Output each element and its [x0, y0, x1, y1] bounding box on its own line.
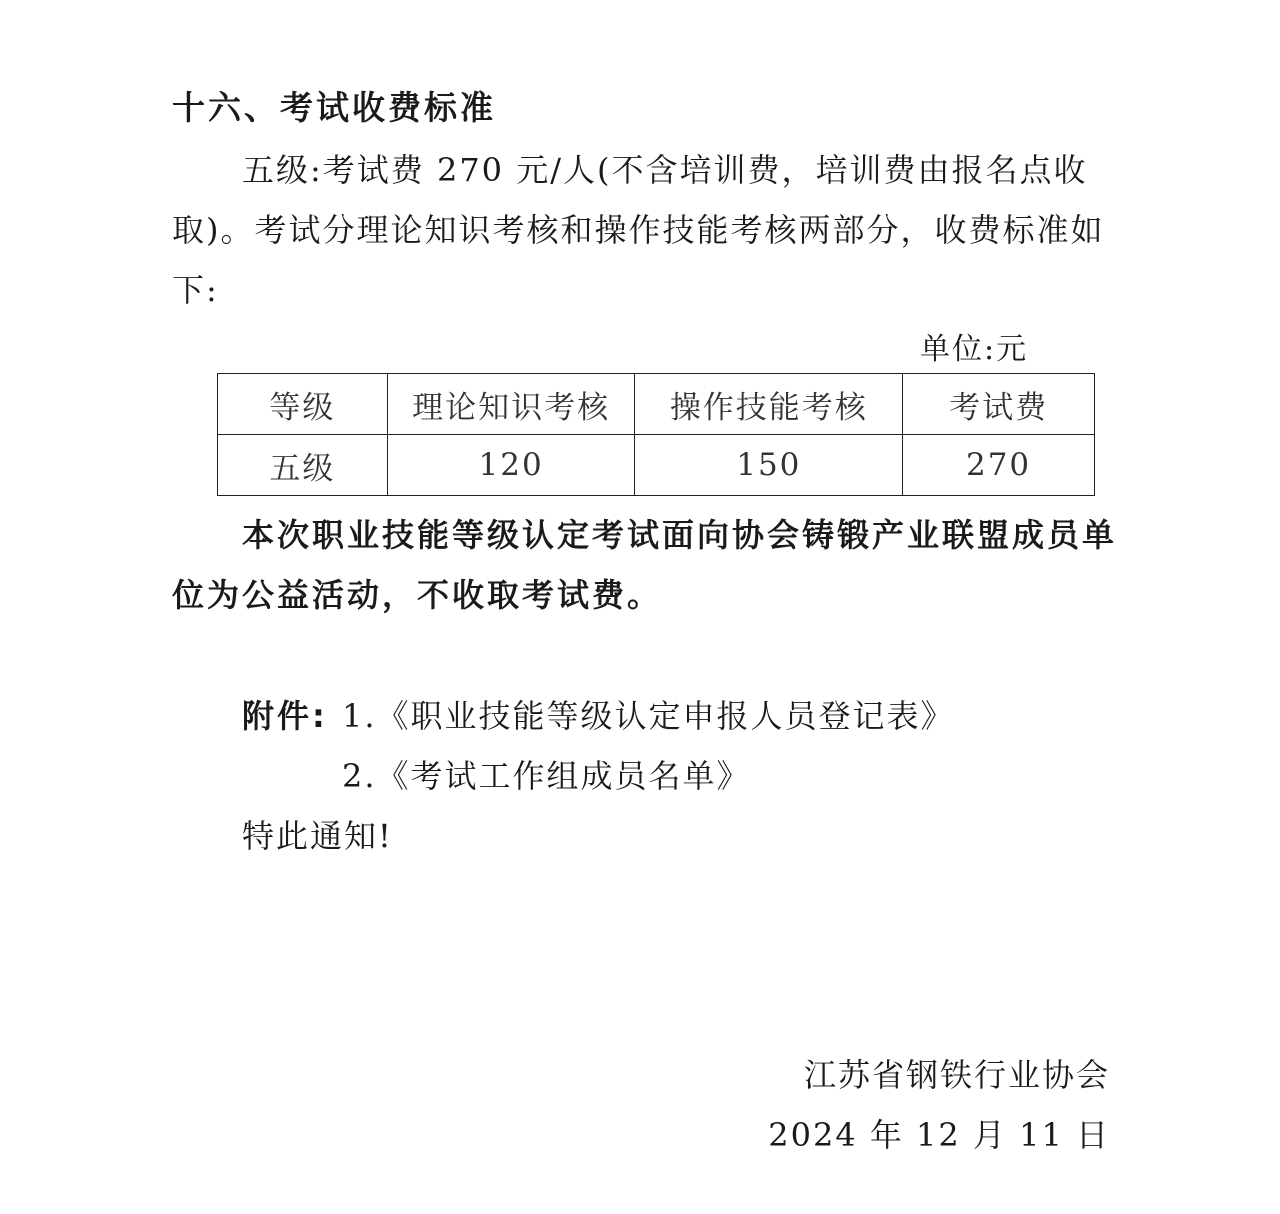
table-header-cell-theory: 理论知识考核: [387, 374, 635, 435]
paragraph-line-1: 五级:考试费 270 元/人(不含培训费，培训费由报名点收: [242, 151, 1088, 189]
attachment-item-1: 1.《职业技能等级认定申报人员登记表》: [342, 697, 955, 735]
unit-label: 单位:元: [920, 332, 1029, 367]
closing-text: 特此通知!: [242, 817, 393, 855]
attachment-item-2: 2.《考试工作组成员名单》: [342, 757, 751, 795]
fee-table: [217, 373, 1095, 496]
attachments-label: 附件:: [242, 697, 328, 735]
section-heading: 十六、考试收费标准: [172, 88, 496, 127]
notice-line-1: 本次职业技能等级认定考试面向协会铸锻产业联盟成员单: [242, 516, 1118, 554]
signature-organization: 江苏省钢铁行业协会: [803, 1056, 1110, 1094]
table-header-row: [218, 374, 1095, 435]
notice-line-2: 位为公益活动，不收取考试费。: [172, 576, 663, 614]
table-header-cell-practical: 操作技能考核: [635, 374, 903, 435]
table-cell-fee: 270: [903, 435, 1095, 496]
table-header-cell-level: 等级: [218, 374, 388, 435]
table-cell-theory: 120: [387, 435, 635, 496]
table-cell-practical: 150: [635, 435, 903, 496]
paragraph-line-3: 下:: [172, 271, 219, 309]
signature-date: 2024 年 12 月 11 日: [768, 1116, 1110, 1154]
table-row: [218, 435, 1095, 496]
table-cell-level: 五级: [218, 435, 388, 496]
table-header-cell-fee: 考试费: [903, 374, 1095, 435]
paragraph-line-2: 取)。考试分理论知识考核和操作技能考核两部分，收费标准如: [172, 211, 1105, 249]
